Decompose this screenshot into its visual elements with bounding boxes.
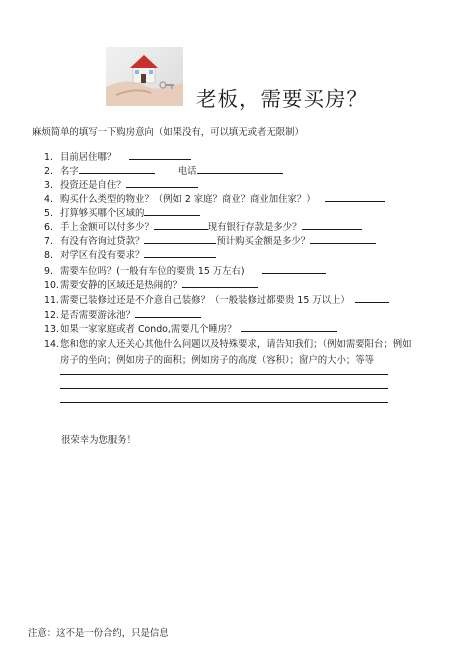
answer-blank-property-type[interactable] (325, 191, 385, 202)
question-text-budget: 预计购买金额是多少？ (216, 236, 311, 247)
question-11 (44, 292, 389, 308)
question-text: 购买什么类型的物业？（例如 2 家庭？商业？商业加住家？） (60, 194, 316, 205)
answer-blank-phone[interactable] (197, 163, 283, 174)
question-number: 7. (44, 236, 53, 247)
answer-blank-purpose[interactable] (126, 177, 198, 188)
question-number: 4. (44, 194, 53, 205)
question-8 (44, 247, 216, 263)
question-text: 对学区有没有要求？ (60, 250, 145, 261)
question-13 (44, 321, 337, 337)
answer-blank-neighborhood[interactable] (182, 277, 258, 288)
question-number: 8. (44, 250, 53, 261)
question-text: 您和您的家人还关心其他什么问题以及特殊要求，请告知我们；（例如需要阳台；例如房子的坐向；例如房子的面积；例如房子的高度（容积）；窗户的大小；等等 (60, 339, 412, 366)
question-number: 1. (44, 152, 53, 163)
question-text: 手上金额可以付多少？ (60, 222, 154, 233)
intro-text: 麻烦简单的填写一下购房意向（如果没有，可以填无或者无限制） (32, 127, 304, 138)
answer-blank-residence[interactable] (129, 149, 191, 160)
question-number: 9. (44, 266, 53, 277)
answer-blank-area[interactable] (144, 205, 200, 216)
question-text: 需要车位吗？(一般有车位的要贵 15 万左右) (60, 266, 245, 277)
question-text: 有没有咨询过贷款？ (60, 236, 145, 247)
answer-blank-name[interactable] (79, 163, 155, 174)
house-keys-photo (106, 47, 183, 106)
answer-blank-renovation[interactable] (355, 292, 389, 303)
answer-blank-bedrooms[interactable] (241, 321, 337, 332)
question-number: 3. (44, 180, 53, 191)
footer-note: 注意：这不是一份合约，只是信息 (28, 628, 169, 639)
question-text-savings: 现有银行存款是多少？ (207, 222, 302, 233)
answer-blank-savings[interactable] (302, 219, 362, 230)
answer-line-1[interactable] (60, 374, 388, 375)
question-number: 6. (44, 222, 53, 233)
question-10 (44, 277, 258, 293)
question-text: 投资还是自住？ (60, 180, 126, 191)
question-number: 13. (44, 324, 59, 335)
answer-blank-payment[interactable] (154, 219, 208, 230)
question-number: 10. (44, 280, 59, 291)
question-text: 需要安静的区域还是热闹的？ (60, 280, 182, 291)
question-text-phone: 电话 (177, 166, 197, 177)
thanks-text: 很荣幸为您服务！ (61, 435, 137, 446)
page-title: 老板，需要买房？ (196, 87, 368, 111)
question-text: 名字 (60, 166, 79, 177)
answer-blank-parking[interactable] (262, 263, 326, 274)
question-text: 打算够买哪个区域的 (60, 208, 145, 219)
question-number: 5. (44, 208, 53, 219)
answer-blank-loan[interactable] (144, 233, 216, 244)
question-text: 如果一家家庭或者 Condo,需要几个睡房？ (60, 324, 237, 335)
question-number: 11. (44, 295, 59, 306)
answer-line-2[interactable] (60, 388, 388, 389)
question-text: 需要已装修过还是不介意自己装修？（一般装修过都要贵 15 万以上） (60, 295, 350, 306)
question-number: 14. (44, 339, 59, 350)
answer-blank-school[interactable] (144, 247, 216, 258)
answer-line-3[interactable] (60, 402, 388, 403)
question-number: 12. (44, 310, 59, 321)
answer-blank-pool[interactable] (135, 307, 201, 318)
question-text: 是否需要游泳池？ (60, 310, 136, 321)
answer-blank-budget[interactable] (310, 233, 376, 244)
question-number: 2. (44, 166, 53, 177)
question-text: 目前居住哪？ (60, 152, 117, 163)
question-14 (44, 337, 412, 369)
